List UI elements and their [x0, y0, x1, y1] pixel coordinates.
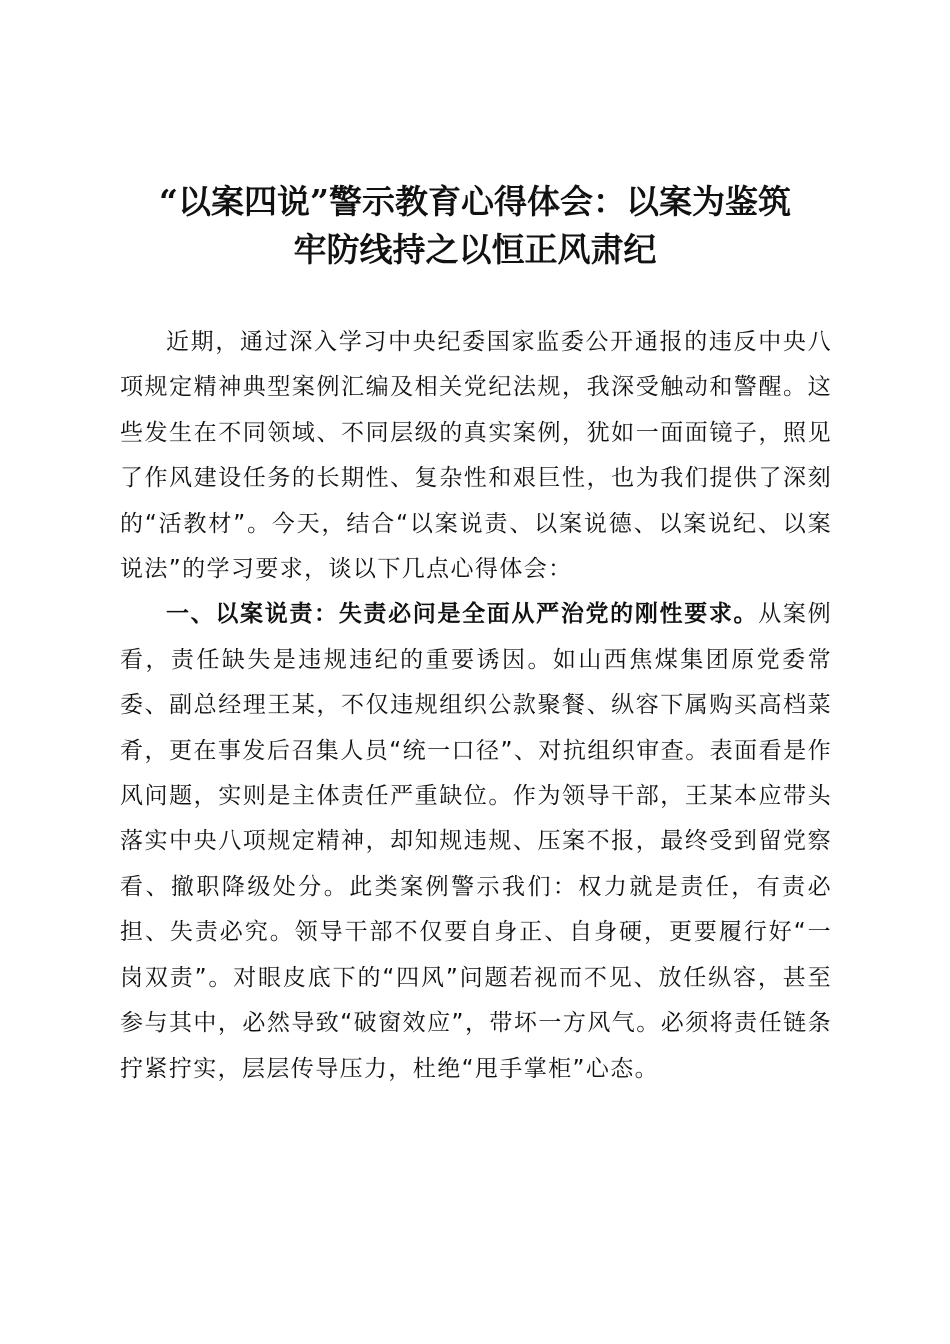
- section-1-body: 从案例看，责任缺失是违规违纪的重要诱因。如山西焦煤集团原党委常委、副总经理王某，不仅违规组织公款聚餐、纵容下属购买高档菜肴，更在事发后召集人员“统一口径”、对抗组织审查。表面看是作风问题，实则是主体责任严重缺位。作为领导干部，王某本应带头落实中央八项规定精神，却知规违规、压案不报，最终受到留党察看、撤职降级处分。此类案例警示我们：权力就是责任，有责必担、失责必究。领导干部不仅要自身正、自身硬，更要履行好“一岗双责”。对眼皮底下的“四风”问题若视而不见、放任纵容，甚至参与其中，必然导致“破窗效应”，带坏一方风气。必须将责任链条拧紧拧实，层层传导压力，杜绝“甩手掌柜”心态。: [120, 601, 832, 1082]
- section-1-paragraph: [120, 592, 832, 1091]
- document-title: [100, 178, 850, 274]
- title-line-1: “以案四说”警示教育心得体会：以案为鉴筑: [159, 182, 791, 221]
- section-1-heading: 一、以案说责：失责必问是全面从严治党的刚性要求。: [166, 601, 759, 628]
- document-body: [120, 320, 832, 1092]
- title-line-2: 牢防线持之以恒正风肃纪: [293, 230, 657, 269]
- intro-paragraph: 近期，通过深入学习中央纪委国家监委公开通报的违反中央八项规定精神典型案例汇编及相关党纪法规，我深受触动和警醒。这些发生在不同领域、不同层级的真实案例，犹如一面面镜子，照见了作风建设任务的长期性、复杂性和艰巨性，也为我们提供了深刻的“活教材”。今天，结合“以案说责、以案说德、以案说纪、以案说法”的学习要求，谈以下几点心得体会：: [120, 329, 832, 583]
